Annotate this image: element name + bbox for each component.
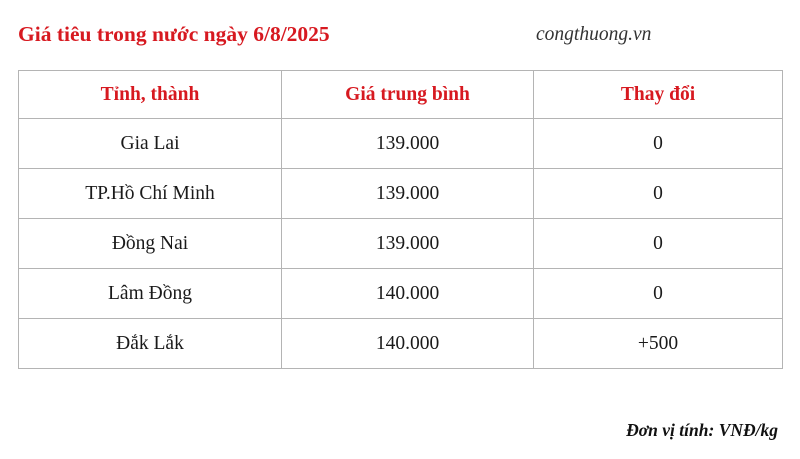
table-header	[19, 71, 783, 119]
cell-province: TP.Hồ Chí Minh	[19, 169, 282, 219]
table-body	[19, 119, 783, 369]
table-row	[19, 219, 783, 269]
cell-province: Đắk Lắk	[19, 319, 282, 369]
table-header-row	[19, 71, 783, 119]
cell-average-price: 139.000	[282, 169, 534, 219]
cell-province: Gia Lai	[19, 119, 282, 169]
cell-province: Lâm Đồng	[19, 269, 282, 319]
cell-average-price: 140.000	[282, 319, 534, 369]
header	[0, 22, 800, 62]
cell-average-price: 139.000	[282, 219, 534, 269]
table-row	[19, 319, 783, 369]
cell-province: Đồng Nai	[19, 219, 282, 269]
page-title: Giá tiêu trong nước ngày 6/8/2025	[18, 22, 330, 46]
column-header-province: Tỉnh, thành	[19, 71, 282, 119]
table-row	[19, 119, 783, 169]
cell-average-price: 140.000	[282, 269, 534, 319]
cell-change: 0	[534, 169, 783, 219]
source-watermark: congthuong.vn	[536, 24, 652, 45]
cell-change: 0	[534, 219, 783, 269]
cell-average-price: 139.000	[282, 119, 534, 169]
cell-change: +500	[534, 319, 783, 369]
column-header-average-price: Giá trung bình	[282, 71, 534, 119]
unit-note: Đơn vị tính: VNĐ/kg	[626, 420, 778, 440]
cell-change: 0	[534, 119, 783, 169]
table-row	[19, 269, 783, 319]
column-header-change: Thay đổi	[534, 71, 783, 119]
cell-change: 0	[534, 269, 783, 319]
table-row	[19, 169, 783, 219]
domestic-pepper-price-table	[18, 70, 783, 369]
